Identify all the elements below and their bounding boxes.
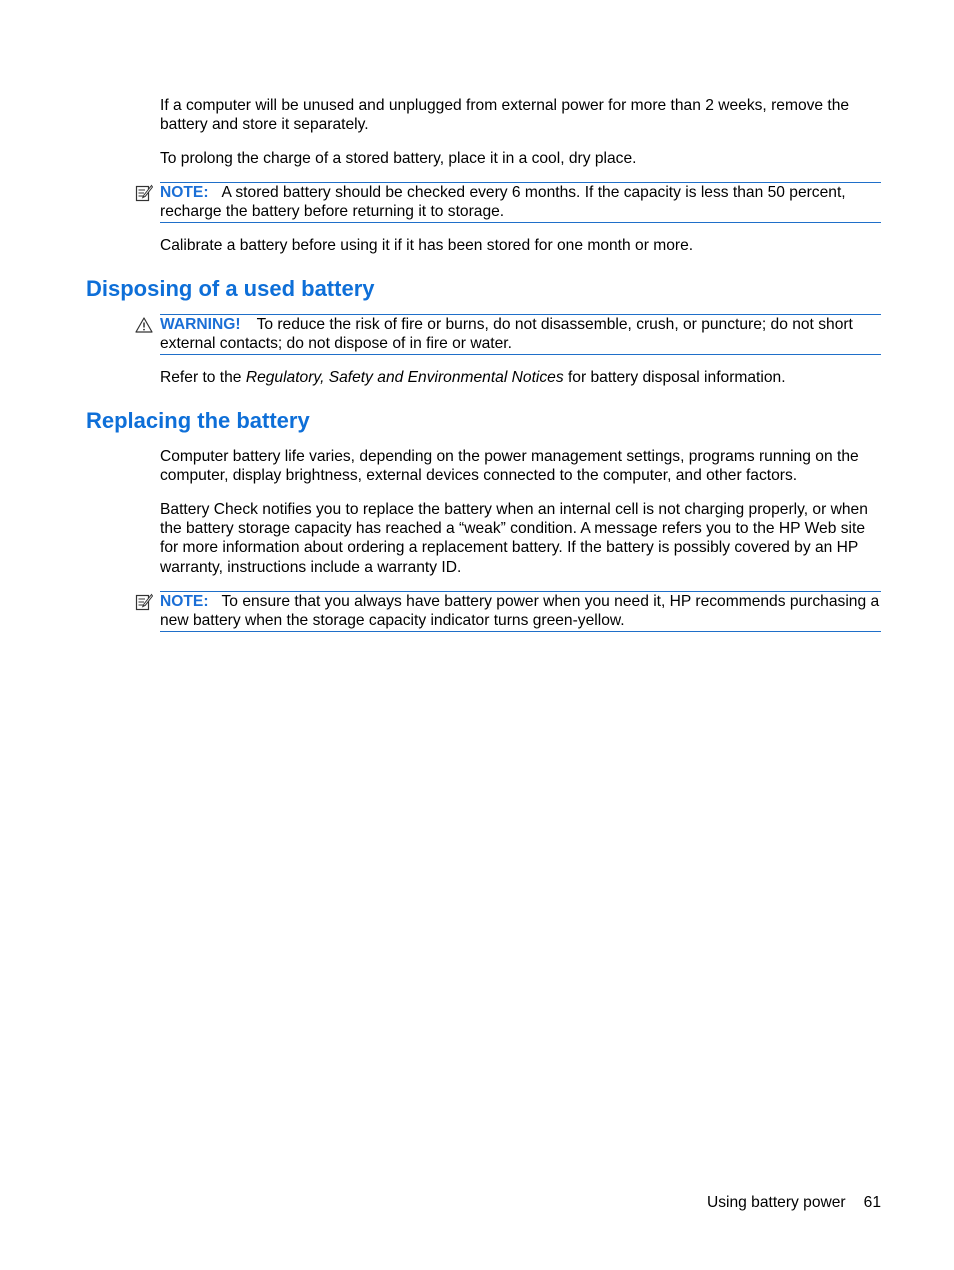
note-callout-storage [160,182,881,223]
page-number: 61 [863,1194,881,1211]
replacing-paragraph-battery-check: Battery Check notifies you to replace the battery when an internal cell is not charging properly, or when the battery storage capacity has reached a “weak” condition. A message refers you to the HP Web site for more information about ordering a replacement battery. If the battery is possibly covered by an HP warranty, instructions include a warranty ID. [160,501,868,576]
warning-text: To reduce the risk of fire or burns, do not disassemble, crush, or puncture; do not short external contacts; do not dispose of in fire or water. [160,316,853,353]
note-label: NOTE: [160,593,209,610]
intro-paragraph-calibrate: Calibrate a battery before using it if it has been stored for one month or more. [160,237,694,254]
note-text: To ensure that you always have battery power when you need it, HP recommends purchasing a new battery when the storage capacity indicator turns green-yellow. [160,593,880,630]
warning-label: WARNING! [160,316,241,333]
replacing-paragraph-life: Computer battery life varies, depending on the power management settings, programs running on the computer, display brightness, external devices connected to the computer, and other factors. [160,448,859,485]
disposal-reference-paragraph [160,368,884,387]
section-heading-disposing: Disposing of a used battery [86,276,375,301]
intro-paragraph-prolong: To prolong the charge of a stored battery, place it in a cool, dry place. [160,150,637,167]
warning-triangle-icon [135,316,153,334]
note-pencil-icon [135,184,153,202]
page-footer [707,1193,881,1212]
note-label: NOTE: [160,184,209,201]
footer-section-title: Using battery power [706,1194,846,1211]
note-text: A stored battery should be checked every 6 months. If the capacity is less than 50 percent, recharge the battery before returning it to storage. [160,184,846,221]
refer-suffix: for battery disposal information. [563,369,786,386]
refer-prefix: Refer to the [160,369,246,386]
intro-paragraph-unused: If a computer will be unused and unplugged from external power for more than 2 weeks, remove the battery and store it separately. [160,97,850,134]
regulatory-notices-title: Regulatory, Safety and Environmental Notices [245,369,564,386]
warning-callout-disposal [160,314,881,355]
section-heading-replacing: Replacing the battery [86,408,310,433]
note-pencil-icon [135,593,153,611]
note-callout-replacement [160,591,881,632]
